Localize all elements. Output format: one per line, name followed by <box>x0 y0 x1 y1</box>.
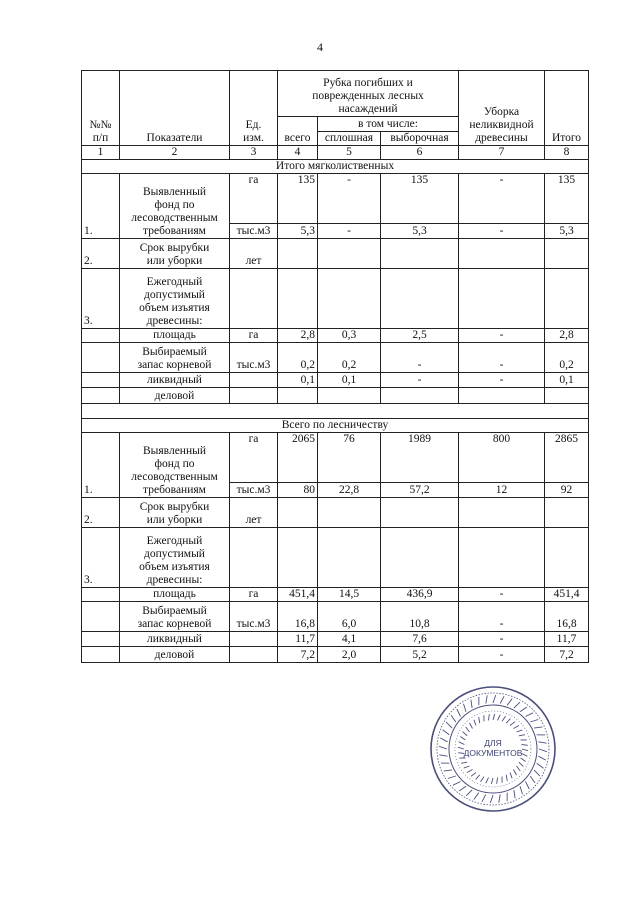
value-cell <box>381 388 459 404</box>
value-cell: 22,8 <box>318 483 381 498</box>
value-cell: 0,3 <box>318 329 381 343</box>
value-cell: - <box>459 373 545 388</box>
col-number: 3 <box>230 146 278 160</box>
value-cell: 2065 <box>278 433 318 483</box>
table-row <box>82 160 589 174</box>
table-row <box>82 71 589 117</box>
value-cell: - <box>459 329 545 343</box>
value-cell: 5,2 <box>381 647 459 663</box>
unit-cell: тыс.м3 <box>230 602 278 632</box>
indicator-label: Срок вырубки или уборки <box>120 498 230 528</box>
row-number: 2. <box>82 498 120 528</box>
value-cell: 1989 <box>381 433 459 483</box>
value-cell: 10,8 <box>381 602 459 632</box>
value-cell: 0,1 <box>278 373 318 388</box>
col-selective-header: выборочная <box>381 132 459 146</box>
unit-cell: лет <box>230 498 278 528</box>
col-number: 8 <box>545 146 589 160</box>
table-row <box>82 419 589 433</box>
value-cell <box>459 239 545 269</box>
col-number: 2 <box>120 146 230 160</box>
unit-cell: лет <box>230 239 278 269</box>
indicator-label: Ежегодный допустимый объем изъятия древесины: <box>120 269 230 329</box>
indicator-label: ликвидный <box>120 373 230 388</box>
unit-cell: га <box>230 433 278 483</box>
col-number: 7 <box>459 146 545 160</box>
value-cell: 12 <box>459 483 545 498</box>
col-number: 4 <box>278 146 318 160</box>
unit-cell: га <box>230 588 278 602</box>
value-cell <box>318 498 381 528</box>
col-solid-header: сплошная <box>318 132 381 146</box>
value-cell <box>381 528 459 588</box>
table-row <box>82 588 589 602</box>
col-indicators-header: Показатели <box>120 71 230 146</box>
table-row <box>82 647 589 663</box>
indicator-label: Выявленный фонд по лесоводственным требованиям <box>120 174 230 239</box>
page-number: 4 <box>317 40 323 54</box>
value-cell <box>318 388 381 404</box>
value-cell: 16,8 <box>278 602 318 632</box>
table-row <box>82 433 589 483</box>
col-felling-header: Рубка погибших и поврежденных лесных насаждений <box>278 71 459 117</box>
col-number: 5 <box>318 146 381 160</box>
unit-cell: тыс.м3 <box>230 224 278 239</box>
unit-cell: га <box>230 174 278 224</box>
value-cell <box>278 239 318 269</box>
value-cell <box>545 388 589 404</box>
table-row <box>82 146 589 160</box>
value-cell <box>545 239 589 269</box>
row-number: 1. <box>82 174 120 239</box>
value-cell <box>278 528 318 588</box>
value-cell: 2,8 <box>278 329 318 343</box>
unit-cell: га <box>230 329 278 343</box>
value-cell: 2,0 <box>318 647 381 663</box>
table-row <box>82 602 589 632</box>
value-cell: 5,3 <box>545 224 589 239</box>
value-cell: - <box>459 343 545 373</box>
row-number <box>82 647 120 663</box>
value-cell <box>545 269 589 329</box>
indicator-label: Выявленный фонд по лесоводственным требованиям <box>120 433 230 498</box>
unit-cell <box>230 388 278 404</box>
value-cell: 7,2 <box>545 647 589 663</box>
table-row <box>82 239 589 269</box>
row-number <box>82 632 120 647</box>
col-unit-header: Ед. изм. <box>230 71 278 146</box>
value-cell <box>318 528 381 588</box>
row-number <box>82 343 120 373</box>
col-total-header: Итого <box>545 71 589 146</box>
value-cell: 451,4 <box>278 588 318 602</box>
value-cell: 7,2 <box>278 647 318 663</box>
value-cell: 0,2 <box>545 343 589 373</box>
value-cell: 436,9 <box>381 588 459 602</box>
col-all-header: всего <box>278 117 318 146</box>
row-number <box>82 329 120 343</box>
row-number: 3. <box>82 528 120 588</box>
value-cell: 5,3 <box>381 224 459 239</box>
value-cell <box>318 239 381 269</box>
svg-text:ДЛЯ: ДЛЯ <box>484 738 502 748</box>
col-number: 1 <box>82 146 120 160</box>
value-cell: - <box>318 224 381 239</box>
value-cell: 135 <box>545 174 589 224</box>
row-number <box>82 373 120 388</box>
value-cell: 0,1 <box>545 373 589 388</box>
table-row <box>82 373 589 388</box>
indicator-label: Выбираемый запас корневой <box>120 343 230 373</box>
table-row <box>82 329 589 343</box>
value-cell: 14,5 <box>318 588 381 602</box>
value-cell: 11,7 <box>545 632 589 647</box>
unit-cell: тыс.м3 <box>230 343 278 373</box>
value-cell: - <box>459 602 545 632</box>
table-row <box>82 388 589 404</box>
table-row <box>82 528 589 588</box>
value-cell: 2,5 <box>381 329 459 343</box>
value-cell <box>381 498 459 528</box>
indicator-label: деловой <box>120 388 230 404</box>
value-cell: 7,6 <box>381 632 459 647</box>
value-cell: - <box>381 343 459 373</box>
value-cell: 76 <box>318 433 381 483</box>
indicator-label: Ежегодный допустимый объем изъятия древесины: <box>120 528 230 588</box>
value-cell <box>278 388 318 404</box>
col-number: 6 <box>381 146 459 160</box>
section-title: Итого мягколиственных <box>82 160 589 174</box>
col-num-header: №№ п/п <box>82 71 120 146</box>
indicator-label: ликвидный <box>120 632 230 647</box>
indicator-label: деловой <box>120 647 230 663</box>
value-cell: 2,8 <box>545 329 589 343</box>
value-cell <box>278 269 318 329</box>
table-row <box>82 498 589 528</box>
table-row <box>82 343 589 373</box>
value-cell: 16,8 <box>545 602 589 632</box>
value-cell <box>381 269 459 329</box>
value-cell: - <box>459 174 545 224</box>
indicator-label: площадь <box>120 329 230 343</box>
table-row <box>82 632 589 647</box>
forest-felling-table <box>81 70 589 663</box>
row-number: 3. <box>82 269 120 329</box>
row-number <box>82 388 120 404</box>
unit-cell <box>230 647 278 663</box>
table-row <box>82 174 589 224</box>
row-number <box>82 588 120 602</box>
col-incl-header: в том числе: <box>318 117 459 132</box>
table-row <box>82 404 589 419</box>
unit-cell: тыс.м3 <box>230 483 278 498</box>
table-row <box>82 269 589 329</box>
value-cell: 0,1 <box>318 373 381 388</box>
value-cell <box>459 498 545 528</box>
col-cleanup-header: Уборка неликвидной древесины <box>459 71 545 146</box>
spacer-row <box>82 404 589 419</box>
value-cell <box>459 388 545 404</box>
value-cell: 6,0 <box>318 602 381 632</box>
value-cell: 2865 <box>545 433 589 483</box>
row-number: 1. <box>82 433 120 498</box>
value-cell <box>318 269 381 329</box>
value-cell: 135 <box>381 174 459 224</box>
value-cell: 57,2 <box>381 483 459 498</box>
value-cell <box>230 269 278 329</box>
row-number <box>82 602 120 632</box>
value-cell <box>459 528 545 588</box>
value-cell <box>545 528 589 588</box>
value-cell: - <box>459 632 545 647</box>
svg-text:ДОКУМЕНТОВ: ДОКУМЕНТОВ <box>463 748 523 758</box>
value-cell: 451,4 <box>545 588 589 602</box>
value-cell: - <box>381 373 459 388</box>
row-number: 2. <box>82 239 120 269</box>
value-cell <box>230 528 278 588</box>
value-cell: 800 <box>459 433 545 483</box>
value-cell: 135 <box>278 174 318 224</box>
indicator-label: Срок вырубки или уборки <box>120 239 230 269</box>
value-cell <box>545 498 589 528</box>
value-cell: - <box>459 224 545 239</box>
value-cell: 80 <box>278 483 318 498</box>
indicator-label: Выбираемый запас корневой <box>120 602 230 632</box>
value-cell: - <box>459 588 545 602</box>
value-cell <box>278 498 318 528</box>
value-cell: 5,3 <box>278 224 318 239</box>
unit-cell <box>230 373 278 388</box>
value-cell <box>381 239 459 269</box>
round-seal-stamp <box>428 684 558 814</box>
value-cell: 0,2 <box>318 343 381 373</box>
value-cell: 4,1 <box>318 632 381 647</box>
value-cell: - <box>459 647 545 663</box>
value-cell: 11,7 <box>278 632 318 647</box>
unit-cell <box>230 632 278 647</box>
value-cell: - <box>318 174 381 224</box>
value-cell: 0,2 <box>278 343 318 373</box>
indicator-label: площадь <box>120 588 230 602</box>
value-cell <box>459 269 545 329</box>
value-cell: 92 <box>545 483 589 498</box>
section-title: Всего по лесничеству <box>82 419 589 433</box>
